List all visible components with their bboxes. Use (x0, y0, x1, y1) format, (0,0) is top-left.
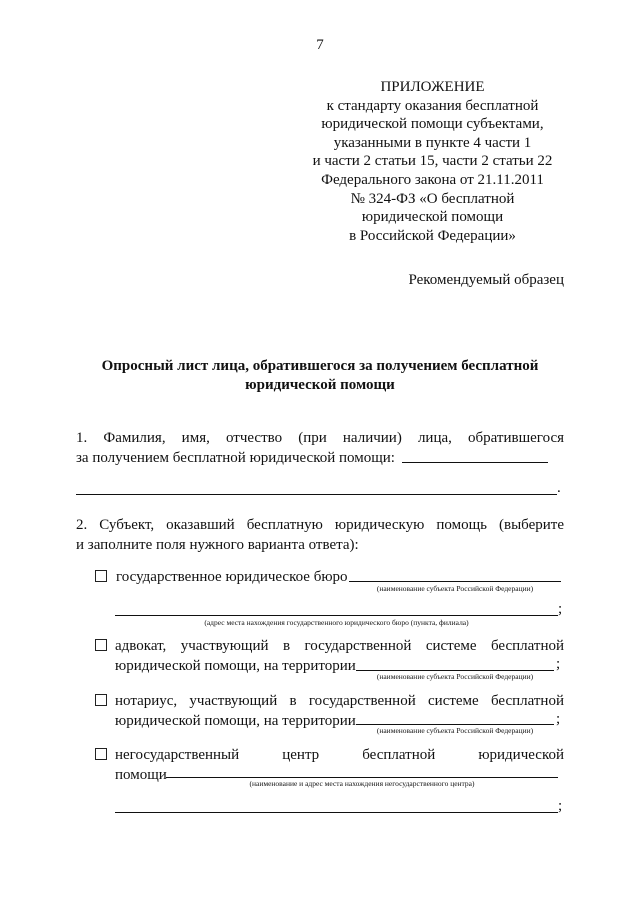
nongov-center-line2: помощи (115, 767, 167, 783)
option-nongov-center-marker (95, 745, 116, 765)
lawyer-end: ; (556, 656, 561, 672)
appendix-line: указанными в пункте 4 части 1 (333, 134, 532, 151)
lawyer-region-caption: (наименование субъекта Российской Федерации) (376, 672, 534, 681)
option-notary-marker (95, 691, 116, 711)
appendix-line: в Российской Федерации» (349, 227, 516, 244)
q2-line2: и заполните поля нужного варианта ответа): (76, 537, 359, 553)
q2-line1: 2. Субъект, оказавший бесплатную юридическую помощь (выберите (76, 517, 564, 533)
state-bureau-region-field[interactable] (349, 581, 561, 582)
lawyer-line2: юридической помощи, на территории (115, 658, 356, 674)
page-number: 7 (316, 37, 324, 53)
appendix-line: № 324-ФЗ «О бесплатной (350, 190, 515, 207)
form-title-line: Опросный лист лица, обратившегося за получением бесплатной (101, 358, 539, 374)
sample-label: Рекомендуемый образец (408, 272, 564, 288)
appendix-header (300, 78, 565, 245)
q1-line2: за получением бесплатной юридической помощи: (76, 450, 395, 466)
state-bureau-label: государственное юридическое бюро (116, 569, 348, 585)
form-title-line: юридической помощи (245, 377, 395, 393)
notary-line1: нотариус, участвующий в государственной системе бесплатной (115, 693, 564, 709)
nongov-center-address-field[interactable] (115, 812, 558, 813)
state-bureau-end: ; (558, 601, 563, 617)
nongov-center-name-field[interactable] (166, 777, 558, 778)
state-bureau-region-caption: (наименование субъекта Российской Федерации) (376, 584, 534, 593)
lawyer-line1: адвокат, участвующий в государственной системе бесплатной (115, 638, 564, 654)
notary-end: ; (556, 711, 561, 727)
notary-region-field[interactable] (356, 724, 554, 725)
q1-name-field-2[interactable] (76, 494, 557, 495)
appendix-line: юридической помощи (361, 209, 504, 226)
option-state-bureau (95, 567, 348, 587)
appendix-line: юридической помощи субъектами, (321, 116, 544, 133)
q1-name-field-1[interactable] (402, 462, 548, 463)
notary-region-caption: (наименование субъекта Российской Федерации) (376, 726, 534, 735)
appendix-title: ПРИЛОЖЕНИЕ (380, 79, 485, 95)
q1-line-end: . (557, 480, 561, 496)
nongov-center-line1: негосударственный центр бесплатной юридической (115, 747, 564, 763)
notary-line2: юридической помощи, на территории (115, 713, 356, 729)
lawyer-checkbox[interactable] (95, 639, 107, 651)
appendix-line: Федерального закона от 21.11.2011 (321, 171, 544, 188)
nongov-center-checkbox[interactable] (95, 748, 107, 760)
state-bureau-checkbox[interactable] (95, 570, 107, 582)
notary-checkbox[interactable] (95, 694, 107, 706)
appendix-line: к стандарту оказания бесплатной (326, 97, 539, 114)
form-title (0, 357, 640, 395)
option-lawyer-marker (95, 636, 116, 656)
lawyer-region-field[interactable] (356, 670, 554, 671)
state-bureau-address-caption: (адрес места нахождения государственного юридического бюро (пункта, филиала) (204, 618, 469, 627)
q1-line1: 1. Фамилия, имя, отчество (при наличии) лица, обратившегося (76, 430, 564, 446)
appendix-line: и части 2 статьи 15, части 2 статьи 22 (312, 153, 553, 170)
state-bureau-address-field[interactable] (115, 615, 558, 616)
nongov-center-caption: (наименование и адрес места нахождения негосударственного центра) (249, 779, 475, 788)
nongov-center-end: ; (558, 798, 563, 814)
